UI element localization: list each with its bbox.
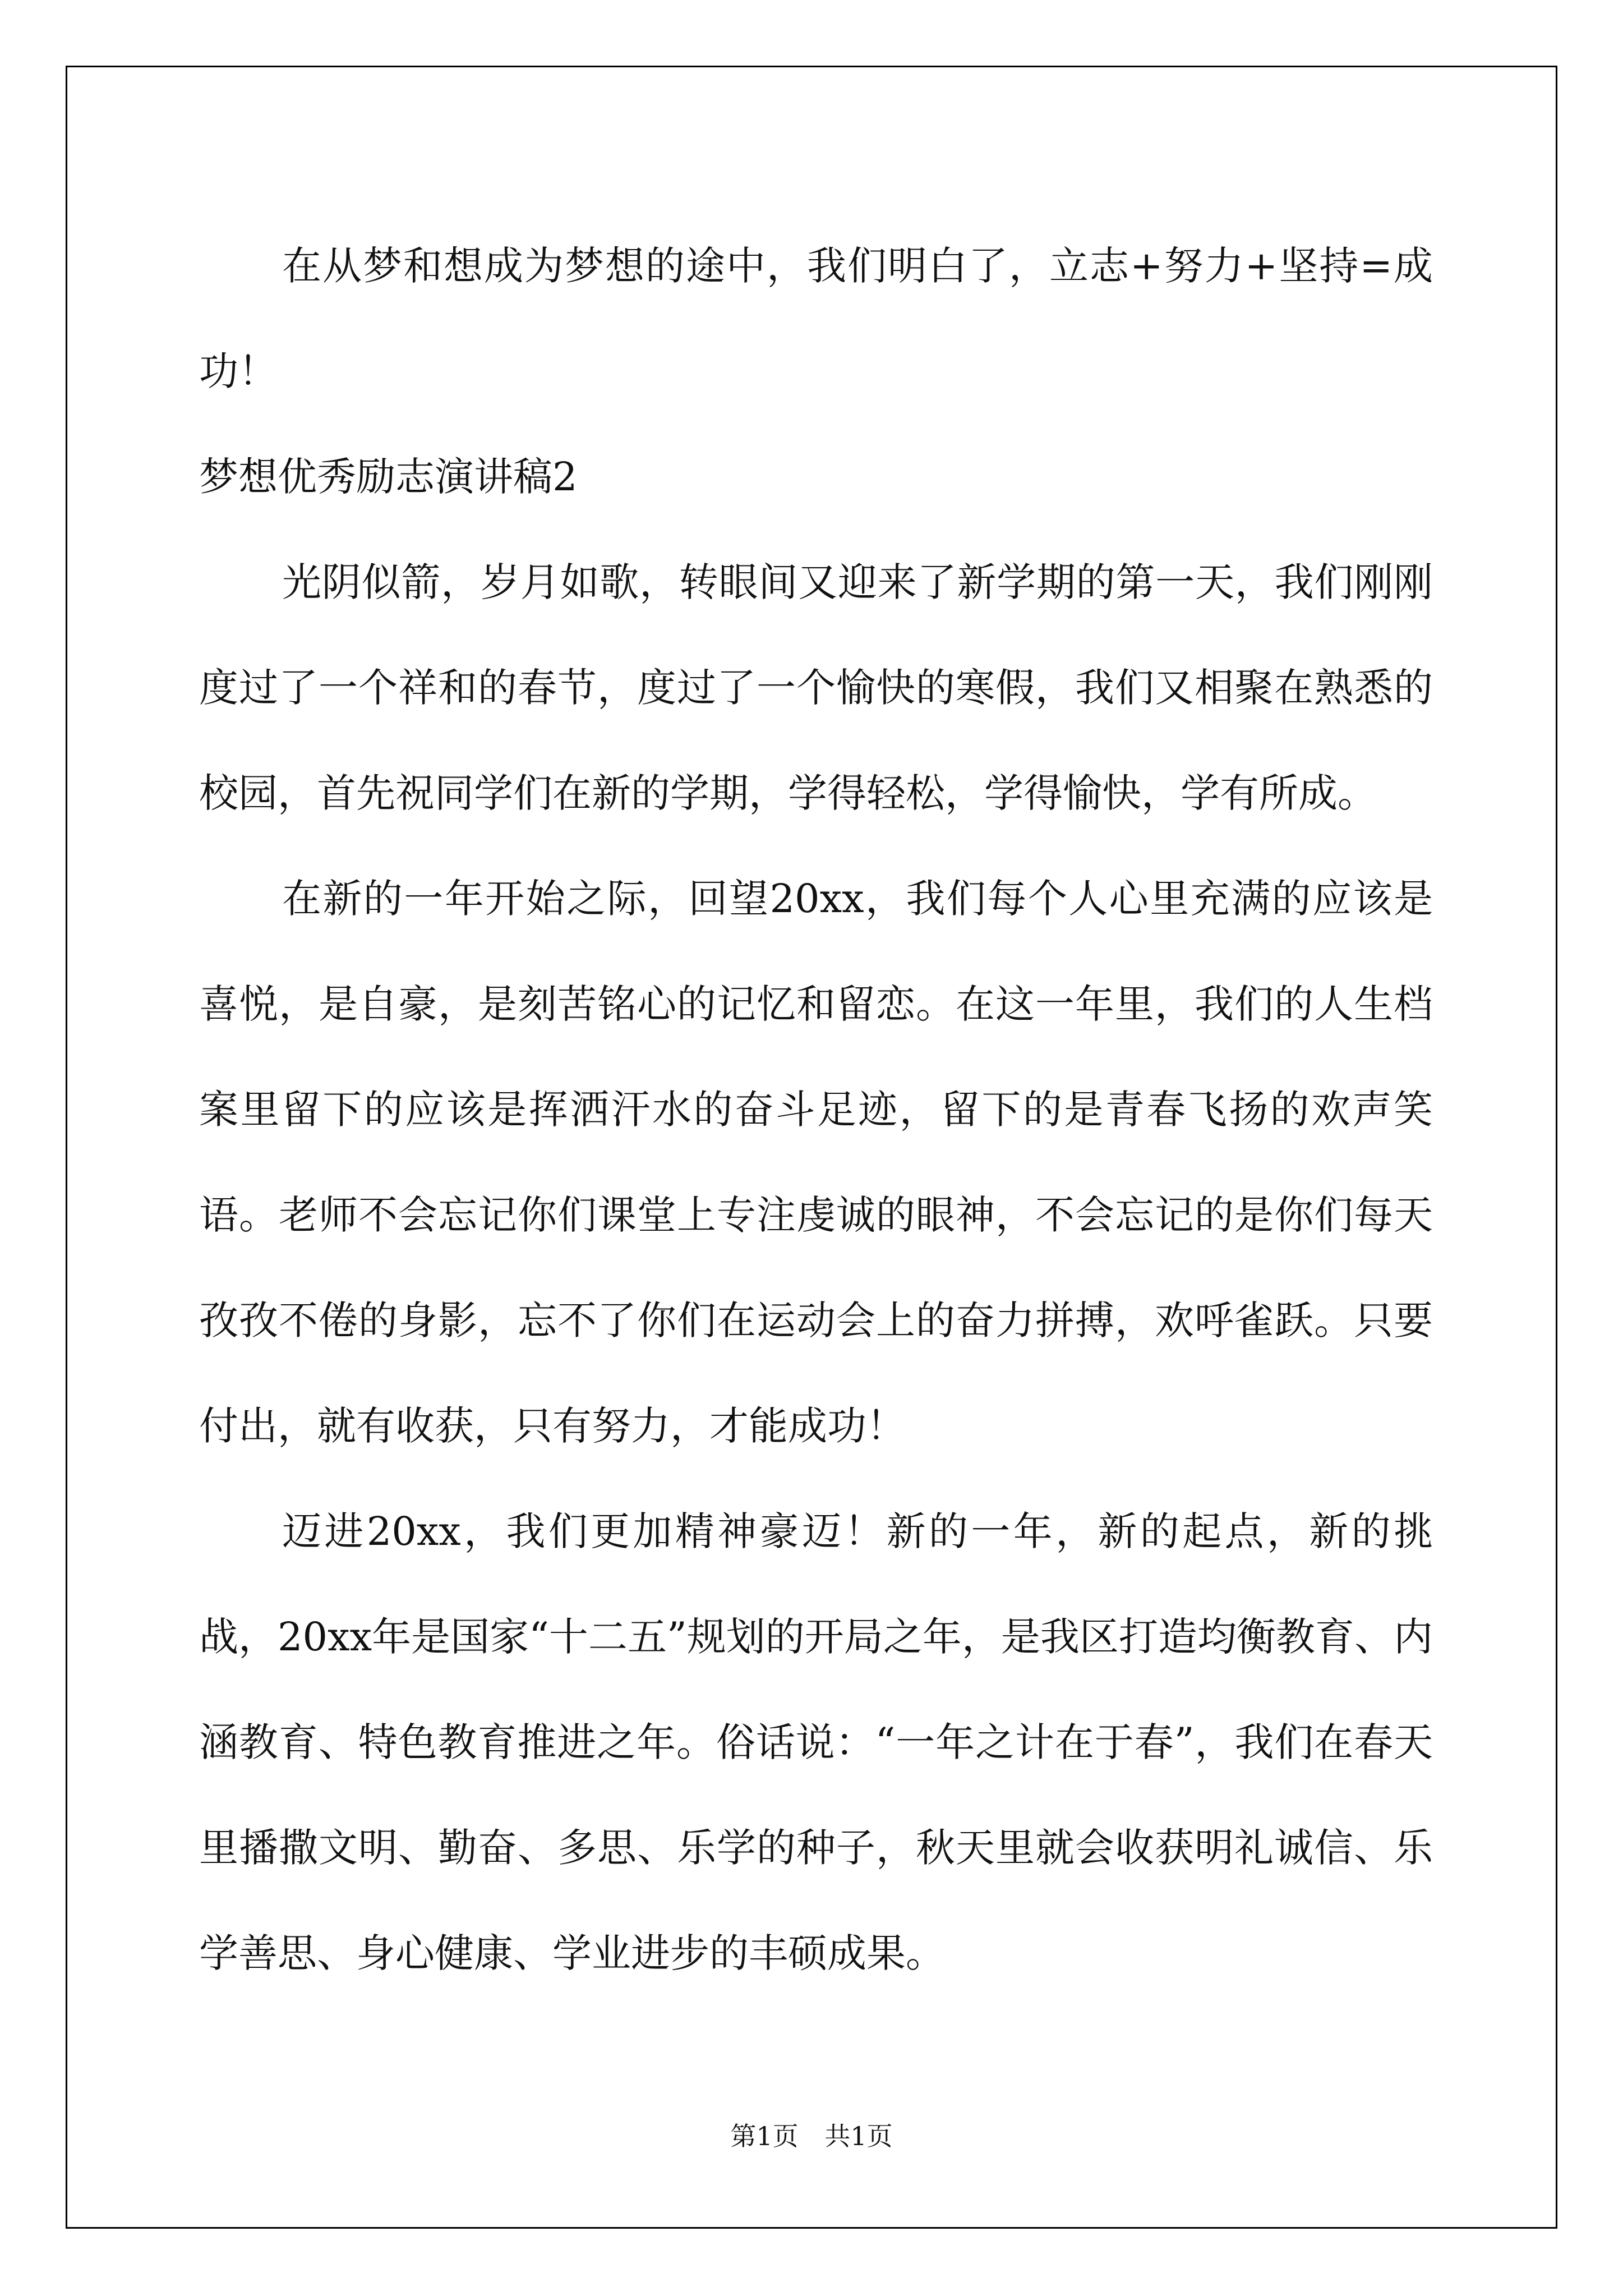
page-footer <box>0 2119 1623 2153</box>
paragraph-1: 在从梦和想成为梦想的途中，我们明白了，立志+努力+坚持=成功！ <box>199 243 1433 394</box>
paragraph-4: 迈进20xx，我们更加精神豪迈！新的一年，新的起点，新的挑战，20xx年是国家“十二五”规划的开局之年，是我区打造均衡教育、内涵教育、特色教育推进之年。俗话说：“一年之计在于春”，我们在春天里播撒文明、勤奋、多思、乐学的种子，秋天里就会收获明礼诚信、乐学善思、身心健康、学业进步的丰硕成果。 <box>199 1508 1433 1976</box>
paragraph-3: 在新的一年开始之际，回望20xx，我们每个人心里充满的应该是喜悦，是自豪，是刻苦铭心的记忆和留恋。在这一年里，我们的人生档案里留下的应该是挥洒汗水的奋斗足迹，留下的是青春飞扬的欢声笑语。老师不会忘记你们课堂上专注虔诚的眼神，不会忘记的是你们每天孜孜不倦的身影，忘不了你们在运动会上的奋力拼搏，欢呼雀跃。只要付出，就有收获，只有努力，才能成功！ <box>199 876 1433 1449</box>
section-heading: 梦想优秀励志演讲稿2 <box>199 454 578 500</box>
page-number-total: 共1页 <box>824 2121 893 2151</box>
page-number-current: 第1页 <box>730 2121 799 2151</box>
paragraph-2: 光阴似箭，岁月如歌，转眼间又迎来了新学期的第一天，我们刚刚度过了一个祥和的春节，度过了一个愉快的寒假，我们又相聚在熟悉的校园，首先祝同学们在新的学期，学得轻松，学得愉快，学有所成。 <box>199 559 1433 816</box>
document-body <box>199 213 1433 2006</box>
